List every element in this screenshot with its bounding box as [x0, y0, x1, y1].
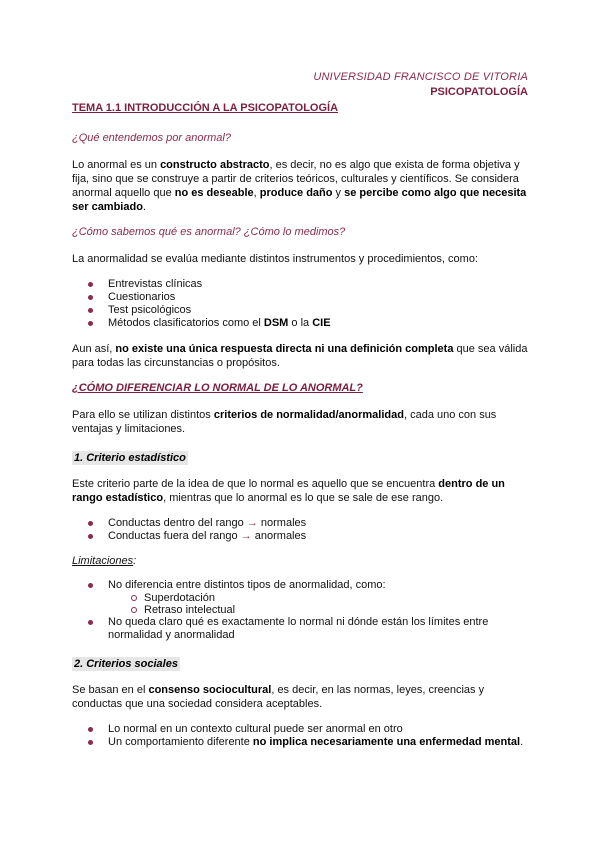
range-list	[72, 517, 530, 543]
bullet-icon	[88, 620, 93, 625]
list-item	[72, 317, 530, 330]
bullet-icon	[88, 727, 93, 732]
text-run: normales	[257, 517, 307, 529]
text-run: Este criterio parte de la idea de que lo normal es aquello que se encuentra	[72, 478, 439, 490]
topic-title: TEMA 1.1 INTRODUCCIÓN A LA PSICOPATOLOGÍA	[72, 102, 339, 114]
text-run: .	[142, 201, 146, 213]
text-run: .	[520, 736, 524, 748]
header-university: UNIVERSIDAD FRANCISCO DE VITORIA	[313, 71, 528, 83]
instruments-list	[72, 278, 530, 330]
list-item-text: No diferencia entre distintos tipos de anormalidad, como:	[108, 579, 386, 591]
arrow-right-icon: →	[246, 517, 258, 529]
bold-run: constructo abstracto	[160, 159, 270, 171]
text-run: , cada uno con sus ventajas y limitaciones.	[72, 409, 497, 435]
social-list	[72, 723, 530, 749]
paragraph-criteria-intro	[72, 408, 530, 436]
bullet-icon	[88, 521, 93, 526]
bold-run: criterios de normalidad/anormalidad	[213, 409, 404, 421]
list-item	[72, 304, 530, 317]
text-run: Métodos clasificatorios como el	[108, 317, 264, 329]
text-run: Aun así,	[72, 343, 116, 355]
list-item	[72, 616, 530, 642]
bold-run: se percibe como algo que necesita ser cambiado	[72, 187, 527, 213]
bullet-icon	[88, 534, 93, 539]
bullet-icon	[88, 583, 93, 588]
text-run: Conductas dentro del rango	[108, 517, 247, 529]
text-run: Se basan en el	[72, 684, 149, 696]
question-heading-1: ¿Qué entendemos por anormal?	[72, 132, 231, 144]
bold-run: DSM	[263, 317, 289, 329]
bullet-icon	[88, 321, 93, 326]
list-item-text: Superdotación	[144, 592, 215, 604]
text-run: y	[332, 187, 345, 199]
list-item-text: Lo normal en un contexto cultural puede ser anormal en otro	[108, 723, 403, 735]
list-item	[72, 723, 530, 736]
list-item	[72, 736, 530, 749]
text-run: ,	[253, 187, 260, 199]
bullet-icon	[88, 740, 93, 745]
bold-run: no es deseable	[174, 187, 254, 199]
limitations-label	[72, 555, 530, 567]
text-run: Un comportamiento diferente	[108, 736, 253, 748]
criterion-heading-social: 2. Criterios sociales	[74, 658, 178, 670]
list-item-text: Cuestionarios	[108, 291, 176, 303]
text-run: Para ello se utilizan distintos	[72, 409, 214, 421]
sub-list-item	[108, 604, 530, 616]
list-item	[72, 517, 530, 530]
list-item-text: Test psicológicos	[108, 304, 192, 316]
underlined-run: Limitaciones	[72, 555, 134, 567]
text-run: que sea válida para todas las circunstancias o propósitos.	[72, 343, 528, 369]
text-run: , mientras que lo anormal es lo que se sale de ese rango.	[163, 492, 444, 504]
paragraph-anormal-definition	[72, 158, 530, 214]
list-item-text: Entrevistas clínicas	[108, 278, 203, 290]
list-item	[72, 530, 530, 543]
list-item	[72, 278, 530, 291]
hollow-bullet-icon	[131, 595, 137, 601]
text-run: Lo anormal es un	[72, 159, 161, 171]
sub-list-item	[108, 592, 530, 604]
sub-list	[108, 592, 530, 616]
list-item	[72, 579, 530, 616]
text-run: anormales	[251, 530, 307, 542]
bold-run: no implica necesariamente una enfermedad mental	[252, 736, 521, 748]
section-title-differentiate: ¿CÓMO DIFERENCIAR LO NORMAL DE LO ANORMAL?	[72, 382, 363, 394]
paragraph-social	[72, 683, 530, 711]
text-run: Conductas fuera del rango	[108, 530, 241, 542]
bold-run: consenso sociocultural	[148, 684, 272, 696]
list-item-text: Retraso intelectual	[144, 604, 236, 616]
list-item-text: No queda claro qué es exactamente lo normal ni dónde están los límites entre normalidad y anormalidad	[108, 616, 489, 641]
criterion-heading-statistical: 1. Criterio estadístico	[74, 452, 186, 464]
document-body	[72, 100, 530, 761]
bold-run: produce daño	[259, 187, 333, 199]
paragraph-no-single-answer	[72, 342, 530, 370]
limitations-list	[72, 579, 530, 642]
bold-run: dentro de un rango estadístico	[72, 478, 505, 504]
text-run: o la	[288, 317, 313, 329]
header-subject: PSICOPATOLOGÍA	[430, 86, 528, 98]
bullet-icon	[88, 308, 93, 313]
paragraph-statistical	[72, 477, 530, 505]
hollow-bullet-icon	[131, 607, 137, 613]
bullet-icon	[88, 282, 93, 287]
question-heading-2: ¿Cómo sabemos qué es anormal? ¿Cómo lo medimos?	[72, 226, 346, 238]
paragraph-evaluation-intro: La anormalidad se evalúa mediante distintos instrumentos y procedimientos, como:	[72, 253, 478, 265]
arrow-right-icon: →	[240, 530, 252, 542]
list-item	[72, 291, 530, 304]
bold-run: no existe una única respuesta directa ni una definición completa	[115, 343, 454, 355]
bullet-icon	[88, 295, 93, 300]
text-run: , es decir, no es algo que exista de forma objetiva y fija, sino que se construye a partir de criterios teóricos, culturales y científicos. Se considera anormal aquello que	[72, 159, 520, 199]
text-run: , es decir, en las normas, leyes, creencias y conductas que una sociedad considera aceptables.	[72, 684, 485, 710]
bold-run: CIE	[312, 317, 331, 329]
text-run: :	[133, 555, 137, 567]
